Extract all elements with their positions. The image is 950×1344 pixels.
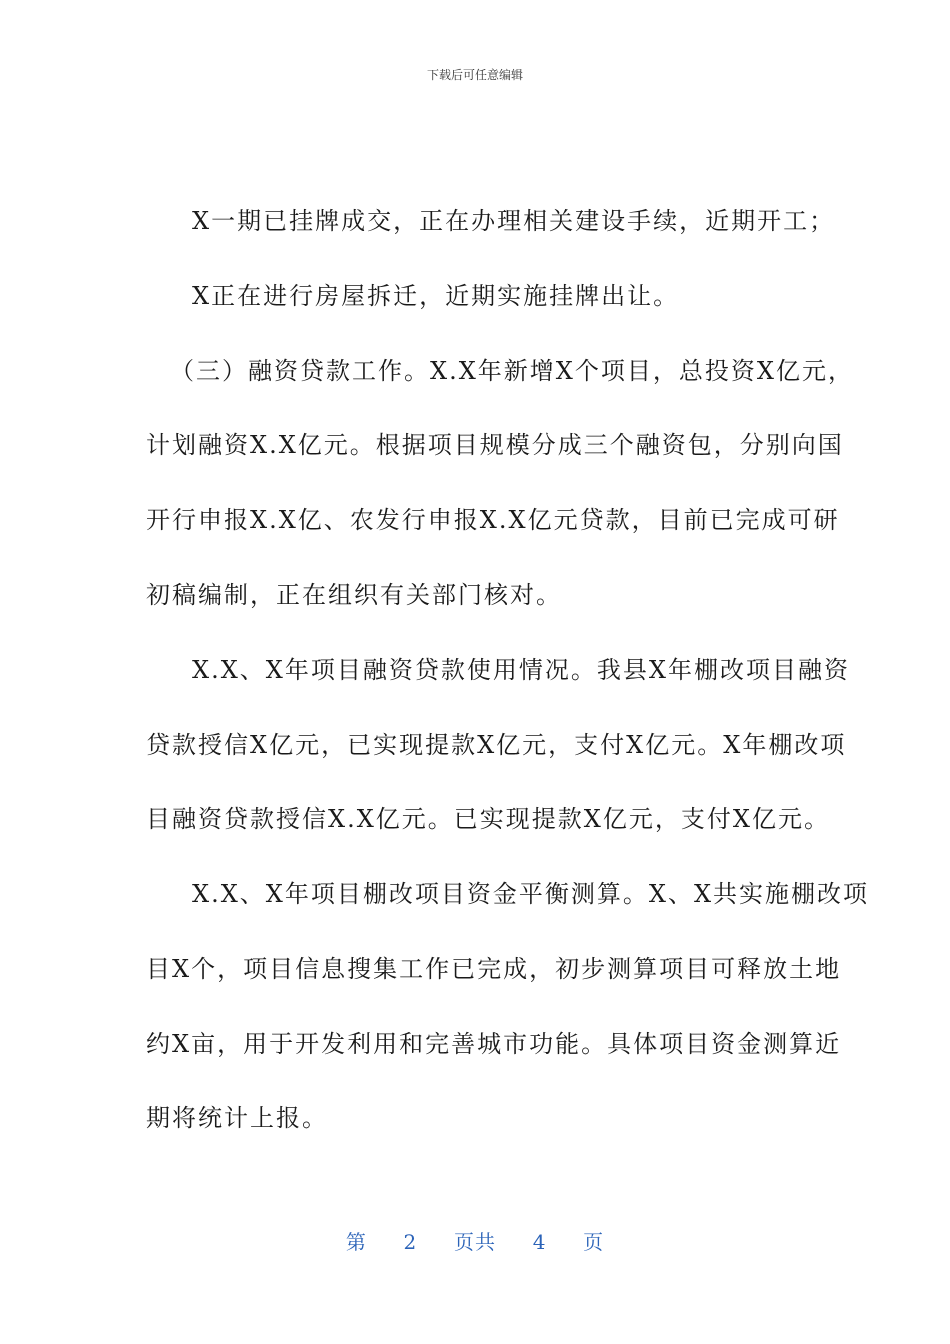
text-line-8: 贷款授信X亿元，已实现提款X亿元，支付X亿元。X年棚改项 [146,731,847,759]
text-line-5: 开行申报X.X亿、农发行申报X.X亿元贷款，目前已完成可研 [146,506,840,534]
text-line-2: X正在进行房屋拆迁，近期实施挂牌出让。 [192,282,680,310]
text-line-13: 期将统计上报。 [146,1104,328,1132]
footer-prefix: 第 [345,1230,367,1254]
page-footer [0,1226,950,1255]
text-line-6: 初稿编制，正在组织有关部门核对。 [146,581,562,609]
text-line-12: 约X亩，用于开发利用和完善城市功能。具体项目资金测算近 [146,1030,842,1058]
text-line-1: X一期已挂牌成交，正在办理相关建设手续，近期开工； [192,207,836,235]
footer-suffix: 页 [583,1230,605,1254]
footer-middle: 页共 [454,1230,496,1254]
text-line-4: 计划融资X.X亿元。根据项目规模分成三个融资包，分别向国 [146,431,844,459]
text-line-10: X.X、X年项目棚改项目资金平衡测算。X、X共实施棚改项 [192,880,870,908]
text-line-3: （三）融资贷款工作。X.X年新增X个项目，总投资X亿元， [170,357,854,385]
footer-page-number: 2 [403,1230,418,1254]
page-header-note: 下载后可任意编辑 [426,68,523,82]
text-line-9: 目融资贷款授信X.X亿元。已实现提款X亿元，支付X亿元。 [146,805,830,833]
text-line-7: X.X、X年项目融资贷款使用情况。我县X年棚改项目融资 [192,656,850,684]
text-line-11: 目X个，项目信息搜集工作已完成，初步测算项目可释放土地 [146,955,842,983]
footer-total-pages: 4 [532,1230,547,1254]
